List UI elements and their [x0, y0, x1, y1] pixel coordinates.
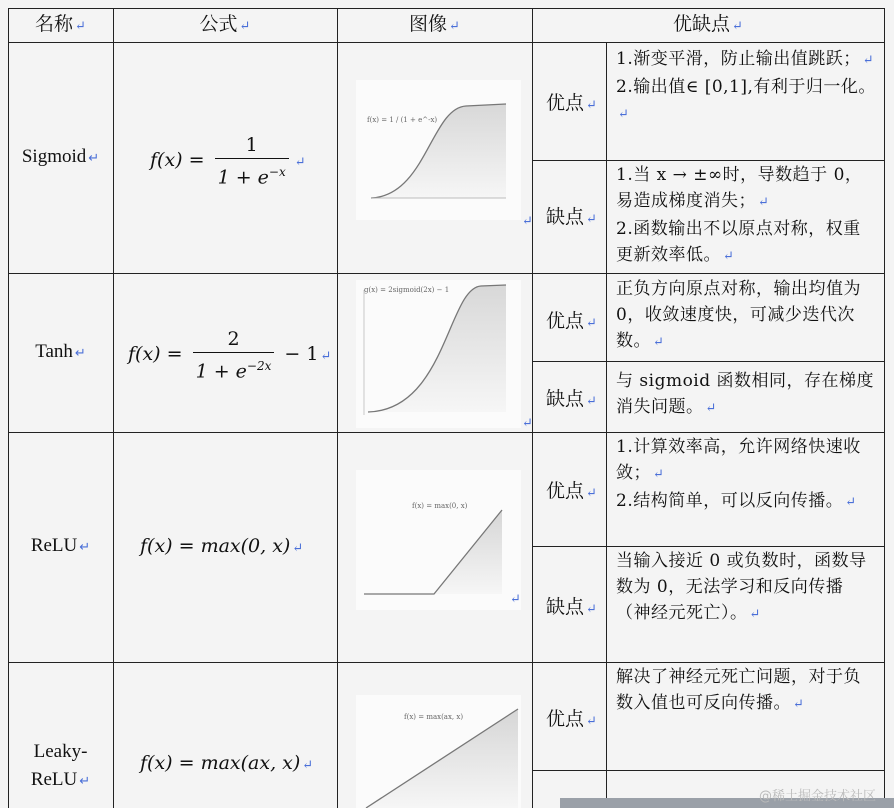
- formula-sigmoid: f(x) = $\frac{1}{1 + e^{-x}}$ ↵: [150, 134, 306, 189]
- cons-item: 与 sigmoid 函数相同，存在梯度消失问题。 ↵: [616, 371, 875, 417]
- row-name-sigmoid: Sigmoid ↵: [21, 146, 100, 167]
- plot-label: f(x) = max(ax, x): [404, 713, 464, 721]
- table-border-top: [8, 8, 884, 9]
- pros-text-sigmoid: [616, 46, 878, 128]
- subrow-divider: [532, 770, 884, 771]
- pros-label: 优点 ↵: [546, 310, 597, 332]
- subrow-divider: [532, 361, 884, 362]
- plot-label: g(x) = 2sigmoid(2x) − 1: [364, 286, 450, 294]
- subrow-divider: [532, 160, 884, 161]
- cons-item: 2.函数输出不以原点对称，权重更新效率低。 ↵: [616, 219, 861, 265]
- cons-text-sigmoid: [616, 162, 878, 270]
- row-divider: [8, 273, 884, 274]
- pros-item: 解决了神经元死亡问题，对于负数入值也可反向传播。 ↵: [616, 667, 861, 713]
- tanh-graph: [356, 280, 521, 428]
- header-pros-cons: 优缺点 ↵: [673, 13, 743, 35]
- row-name-line: ReLU ↵: [30, 769, 91, 790]
- header-image: 图像 ↵: [409, 13, 460, 35]
- cons-item: 1.当 x → ±∞时，导数趋于 0，易造成梯度消失； ↵: [616, 165, 863, 211]
- col-divider: [113, 8, 114, 808]
- formula-leaky-relu: f(x) = max(ax, x) ↵: [140, 752, 314, 774]
- return-mark: ↵: [510, 592, 521, 607]
- plot-label: f(x) = max(0, x): [412, 502, 468, 510]
- pros-text-tanh: [616, 276, 878, 356]
- col-divider: [606, 42, 607, 808]
- row-name-leaky-relu: [8, 738, 113, 795]
- col-divider: [337, 8, 338, 808]
- row-divider: [8, 432, 884, 433]
- pros-item: 2.结构简单，可以反向传播。 ↵: [616, 491, 857, 511]
- pros-text-relu: [616, 434, 878, 516]
- pros-item: 1.渐变平滑，防止输出值跳跃； ↵: [616, 49, 875, 69]
- plot-label: f(x) = 1 / (1 + e^-x): [367, 116, 438, 124]
- formula-relu: f(x) = max(0, x) ↵: [140, 535, 304, 557]
- pros-item: 2.输出值∈ [0,1],有利于归一化。↵: [616, 77, 876, 122]
- sigmoid-graph: [356, 80, 521, 220]
- header-divider: [8, 42, 884, 43]
- col-divider: [532, 8, 533, 808]
- leaky-relu-graph: [356, 695, 521, 808]
- watermark: @稀土掘金技术社区: [758, 789, 876, 804]
- cons-label: 缺点 ↵: [546, 206, 597, 228]
- cons-text-relu: [616, 548, 878, 628]
- row-name-line: Leaky-: [33, 741, 88, 762]
- return-mark: ↵: [522, 416, 533, 431]
- formula-tanh: f(x) = $\frac{2}{1 + e^{-2x}}$ − 1 ↵: [128, 328, 332, 383]
- cons-item: 当输入接近 0 或负数时，函数导数为 0，无法学习和反向传播（神经元死亡）。 ↵: [616, 551, 867, 623]
- cons-label: 缺点 ↵: [546, 388, 597, 410]
- row-divider: [8, 662, 884, 663]
- return-mark: ↵: [522, 214, 533, 229]
- pros-label: 优点 ↵: [546, 708, 597, 730]
- table-border-right: [884, 8, 885, 808]
- subrow-divider: [532, 546, 884, 547]
- pros-label: 优点 ↵: [546, 92, 597, 114]
- header-formula: 公式 ↵: [199, 13, 251, 35]
- header-name: 名称 ↵: [35, 13, 86, 35]
- row-name-tanh: Tanh ↵: [35, 341, 86, 362]
- table-border-left: [8, 8, 9, 808]
- row-name-relu: ReLU ↵: [30, 535, 91, 556]
- pros-label: 优点 ↵: [546, 480, 597, 502]
- pros-text-leaky-relu: [616, 664, 878, 718]
- pros-item: 1.计算效率高，允许网络快速收敛； ↵: [616, 437, 861, 483]
- relu-graph: [356, 470, 521, 610]
- cons-text-tanh: [616, 368, 878, 422]
- cons-label: 缺点 ↵: [546, 596, 597, 618]
- pros-item: 正负方向原点对称，输出均值为 0，收敛速度快，可减少迭代次数。 ↵: [616, 279, 861, 351]
